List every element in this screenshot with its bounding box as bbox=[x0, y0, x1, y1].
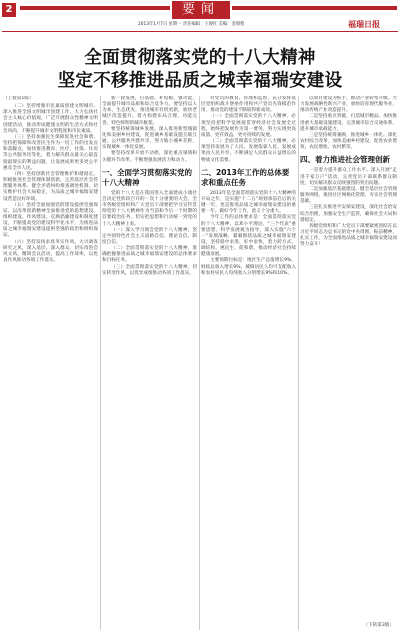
column-divider bbox=[199, 96, 200, 630]
article-body bbox=[3, 96, 397, 630]
headline-line-2: 坚定不移推进品质之城幸福瑞安建设 bbox=[57, 71, 343, 91]
paragraph: 新一轮发展，打基础、补短板、强功能，全面提升城市品质和综合竞争力。要坚持以人为本、生态优先，推进城市有机更新，加快老城区改造提升，着力构建布局合理、功能完善、特色鲜明的城市框架。 bbox=[102, 96, 197, 126]
continued-note: （下转第3版） bbox=[363, 623, 394, 628]
paragraph: （二）坚持增强市民素质创建文明城市。深入推进全国文明城市创建工作，大力弘扬社会主义核心价值观，广泛开展群众性精神文明创建活动，推动形成健康文明的生活方式和社会风尚，不断提升城市文明程度和市民素质。 bbox=[3, 104, 98, 134]
article-column-2 bbox=[102, 96, 197, 630]
paragraph: （一）深入学习领会党的十八大精神，坚定中国特色社会主义道路自信、理论自信、制度自信。 bbox=[102, 227, 197, 245]
paragraph: （五）坚持全面加强党的建设提供坚强保证。以改革创新精神全面推进党的思想建设、组织建设、作风建设、反腐倡廉建设和制度建设，不断提高党的建设科学化水平，为推进品质之城幸福瑞安建设提供坚强的政治和组织保证。 bbox=[3, 202, 98, 239]
masthead-rule-left bbox=[20, 6, 170, 10]
page-number: 2 bbox=[2, 3, 16, 17]
paragraph: 一是着力提升群众工作水平。深入开展“走进千家万户”活动，完善党员干部联系群众制度，切实解决群众反映强烈的突出问题。 bbox=[300, 168, 397, 186]
header-divider bbox=[2, 31, 398, 32]
section-subhead: 一、全面学习贯彻落实党的十八大精神 bbox=[102, 167, 192, 187]
article-column-4 bbox=[300, 96, 397, 630]
paragraph: 二是坚持重点突破，打造城市精品。加快推进重大基础设施建设，完善城市综合交通体系，提升城市承载能力。 bbox=[300, 114, 397, 132]
newspaper-logo: 福瑞日报 bbox=[348, 19, 380, 29]
paragraph: 要坚持统筹城乡发展，深入推进新型城镇化和美丽乡村建设，促进城乡基础设施互联互通、公共服务共建共享，努力缩小城乡差距，实现城乡一体化发展。 bbox=[102, 126, 197, 151]
paragraph: 三是坚持统筹兼顾，推进城乡一体化。深化农村综合改革，加快美丽乡村建设，促进农业增效、农民增收、农村繁荣。 bbox=[300, 132, 397, 151]
paragraph: （三）全面贯彻落实党的十八大精神，切实转变作风，以优异成绩推动各项工作落实。 bbox=[102, 264, 197, 276]
paragraph: 主要预期目标是：地区生产总值增长9%，财政总收入增长9%，城镇居民人均可支配收入和农村居民人均纯收入分别增长9%和10%。 bbox=[201, 258, 296, 276]
paragraph: 要坚持改革开放不动摇，深化重点领域和关键环节改革，不断增强发展活力和动力。 bbox=[102, 151, 197, 163]
masthead bbox=[0, 0, 400, 34]
paragraph: 2013年是全面贯彻落实党的十八大精神的开局之年，是实施“十二五”规划承前启后的关键一年，也是推进品质之城幸福瑞安建设的重要一年。做好今年工作，意义十分重大。 bbox=[201, 190, 296, 215]
paragraph: 各级党组织和广大党员干部要紧密团结在以习近平同志为总书记的党中央周围，振奋精神、扎实工作，为全面推进品质之城幸福瑞安建设而努力奋斗！ bbox=[300, 223, 397, 248]
paragraph: （四）坚持创新社会管理维护和谐稳定。积极推进社会管理体制创新，完善基层社会管理服务体系，健全矛盾纠纷排查调处机制，切实维护社会大局稳定，为品质之城幸福瑞安建设营造良好环境。 bbox=[3, 171, 98, 202]
section-title: 要闻 bbox=[172, 1, 230, 19]
article-column-3 bbox=[201, 96, 296, 630]
paragraph: （一）全面贯彻落实党的十八大精神，必须坚持把科学发展观贯穿经济社会发展全过程，始终把发展作为第一要务，努力实现更高质量、更有效益、更可持续的发展。 bbox=[201, 114, 296, 138]
headline-line-1: 全面贯彻落实党的十八大精神 bbox=[84, 48, 316, 68]
issue-info: 2013年1月7日 星期一 责任编辑：王俊红 美编：金锦程 bbox=[138, 22, 245, 27]
section-subhead: 二、2013年工作的总体要求和重点任务 bbox=[201, 167, 290, 187]
paragraph: 二是加强基层基础建设。健全基层社会管理服务网络，推进社区网格化管理，夯实社会管理基础。 bbox=[300, 186, 397, 205]
paragraph: （三）坚持加强民生保障促进社会和谐。坚持把保障和改善民生作为一切工作的出发点和落脚点，加快推进教育、医疗、社保、住房等公共服务均等化，着力解决群众最关心最直接最现实的利益问题，让发展成果更多更公平惠及全市人民。 bbox=[3, 134, 98, 171]
masthead-rule-right bbox=[232, 6, 397, 10]
column-divider bbox=[100, 96, 101, 630]
column-divider bbox=[298, 96, 299, 630]
paragraph: （二）全面贯彻落实党的十八大精神，准确把握推进品质之城幸福瑞安建设的总体要求和目标任务。 bbox=[102, 246, 197, 264]
paragraph: 三是扎实推进平安瑞安建设，深化社会治安综合治理，加强安全生产监管，确保社会大局和谐稳定。 bbox=[300, 205, 397, 223]
paragraph: 今年工作的总体要求是：全面贯彻落实党的十八大精神，以邓小平理论、“三个代表”重要思想、科学发展观为指导，深入实施“六个一”发展战略，紧紧围绕品质之城幸福瑞安建设，坚持稳中求进、好中求快，着力转方式、调结构、惠民生、促和谐，推动经济社会持续健康发展。 bbox=[201, 215, 296, 258]
paragraph: （六）坚持发扬求真务实作风。大兴调查研究之风，深入基层、深入群众，切实改进会风文风，精简会议活动，提高工作效率，以优良作风推动各项工作落实。 bbox=[3, 239, 98, 264]
paragraph: 对党员的教育、管理和监督，充分发挥基层党组织战斗堡垒作用和共产党员先锋模范作用，推动党的建设不断取得新成效。 bbox=[201, 96, 296, 114]
paragraph: （二）全面贯彻落实党的十八大精神，必须坚持发展为了人民、发展依靠人民、发展成果由人民共享，不断满足人民群众日益增长的物质文化需要。 bbox=[201, 139, 296, 163]
continued-note: （上接第1版） bbox=[3, 96, 34, 101]
paragraph: 党的十八大是在我国进入全面建成小康社会决定性阶段召开的一次十分重要的大会。全市各级党组织和广大党员干部要把学习宣传贯彻党的十八大精神作为当前和今后一个时期的首要政治任务，切实把思想和行动统一到党的十八大精神上来。 bbox=[102, 190, 197, 227]
paragraph: 以项目建设为抓手，推动产业转型升级。大力发展战略性新兴产业，加快培育现代服务业，推动传统产业改造提升。 bbox=[300, 96, 397, 114]
article-column-1 bbox=[3, 96, 98, 630]
section-subhead: 四、着力推进社会管理创新 bbox=[300, 155, 390, 165]
